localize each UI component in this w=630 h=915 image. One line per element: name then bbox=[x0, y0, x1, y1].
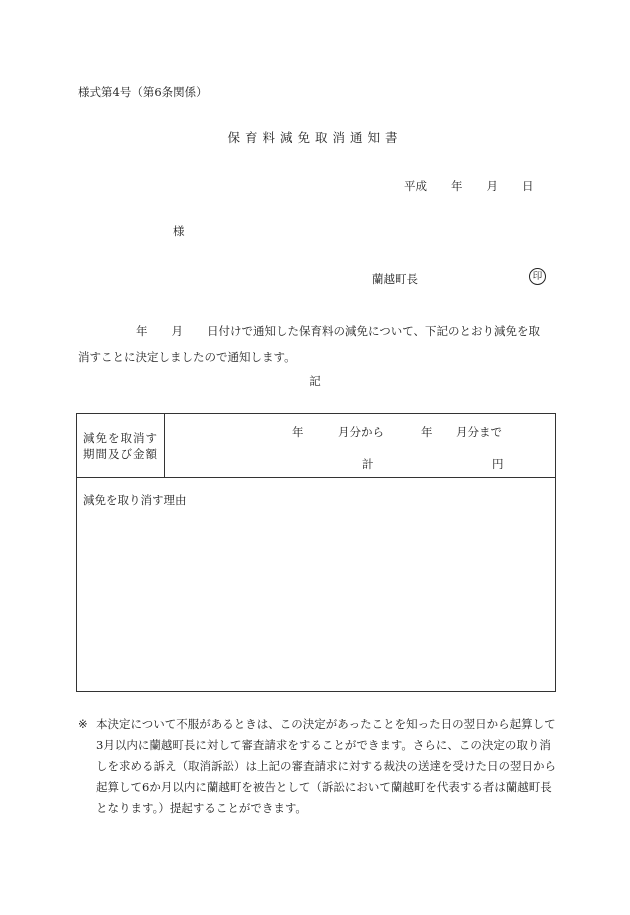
period-label-line1: 減免を取消す bbox=[83, 431, 158, 445]
ki-heading: 記 bbox=[309, 374, 321, 388]
period-line bbox=[165, 424, 557, 440]
period-year1: 年 bbox=[292, 425, 304, 439]
period-from-label: 月分から bbox=[338, 425, 384, 439]
addressee-honorific: 様 bbox=[173, 224, 185, 238]
appeal-note bbox=[78, 714, 558, 819]
body-month-unit: 月 bbox=[171, 324, 183, 338]
seal-mark: 印 bbox=[529, 268, 546, 285]
yen-label: 円 bbox=[492, 457, 504, 471]
body-text-line1: 日付けで通知した保育料の減免について、下記のとおり減免を取 bbox=[207, 324, 541, 338]
note-text: 本決定について不服があるときは、この決定があったことを知った日の翌日から起算して3月以内に蘭越町長に対して審査請求をすることができます。さらに、この決定の取り消しを求める訴え（取消訴訟）は上記の審査請求に対する裁決の送達を受けた日の翌日から起算して6か月以内に蘭越町を被告として（訴訟において蘭越町を代表する者は蘭越町長となります。）提起することができます。 bbox=[96, 717, 556, 815]
form-number: 様式第4号（第6条関係） bbox=[78, 85, 208, 99]
body-year-unit: 年 bbox=[136, 324, 148, 338]
total-line bbox=[165, 456, 557, 472]
date-day-unit: 日 bbox=[522, 179, 534, 193]
notice-body bbox=[78, 318, 558, 370]
issue-date bbox=[404, 178, 534, 194]
period-amount-row bbox=[77, 414, 555, 478]
period-year2: 年 bbox=[421, 425, 433, 439]
date-year-unit: 年 bbox=[451, 179, 463, 193]
period-label-line2: 期間及び金額 bbox=[83, 447, 158, 461]
document-title: 保育料減免取消通知書 bbox=[227, 130, 403, 145]
total-label: 計 bbox=[362, 457, 374, 471]
period-amount-label bbox=[77, 414, 165, 477]
date-month-unit: 月 bbox=[486, 179, 498, 193]
details-table bbox=[76, 413, 556, 692]
date-era: 平成 bbox=[404, 179, 427, 193]
note-mark: ※ bbox=[78, 717, 88, 731]
issuer-name: 蘭越町長 bbox=[372, 272, 418, 286]
body-text-line2: 消すことに決定しましたので通知します。 bbox=[78, 350, 296, 364]
period-to-label: 月分まで bbox=[456, 425, 502, 439]
reason-label: 減免を取り消す理由 bbox=[83, 493, 187, 507]
